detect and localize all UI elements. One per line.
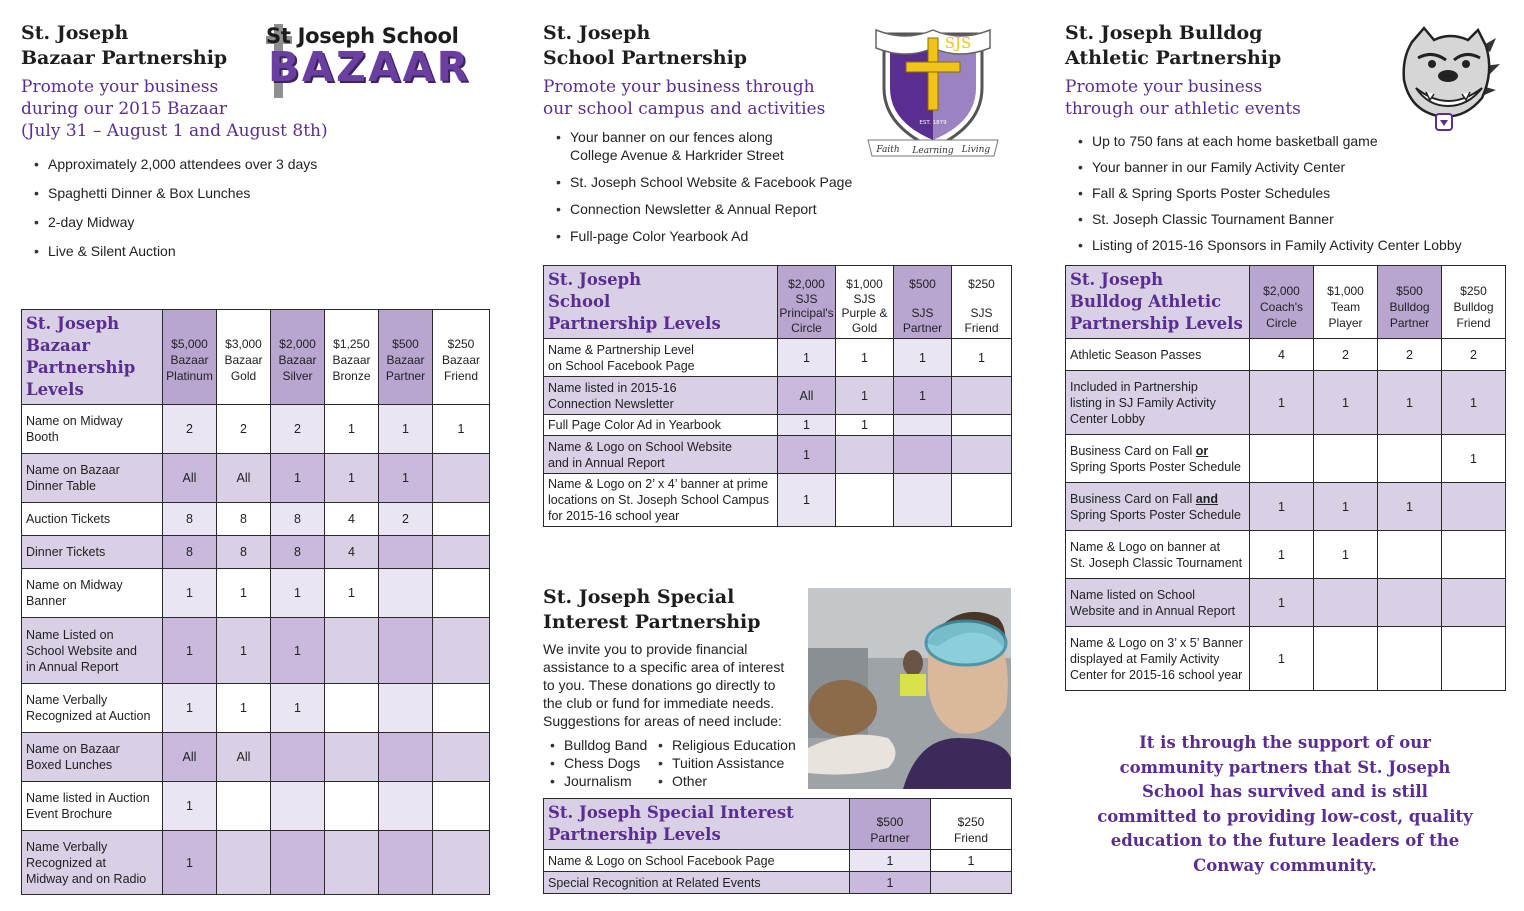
table-cell: 1 [778, 474, 836, 527]
table-cell [1314, 435, 1378, 483]
row-label: Name & Logo on 3’ x 5’ Banner displayed at Family Activity Center for 2015-16 school year [1066, 627, 1250, 691]
level-header-bulldog-partner: $500 Bulldog Partner [1378, 266, 1442, 339]
table-row [544, 872, 1012, 894]
table-cell: 1 [836, 377, 894, 415]
table-cell [433, 782, 490, 831]
table-title: St. Joseph Special Interest Partnership Levels [544, 799, 850, 850]
bazaar-title: St. Joseph Bazaar Partnership [21, 22, 228, 69]
bazaar-levels-table [21, 309, 490, 895]
bazaar-bullets [21, 150, 441, 266]
table-row [544, 339, 1012, 377]
table-row [22, 782, 490, 831]
table-cell: 1 [163, 782, 217, 831]
list-item: • Other [645, 772, 805, 790]
table-cell [836, 474, 894, 527]
emphasis-word: or [1195, 443, 1209, 458]
table-cell [952, 474, 1012, 527]
table-cell: 1 [778, 339, 836, 377]
table-cell: 1 [271, 569, 325, 618]
row-label: Name on Midway Banner [22, 569, 163, 618]
table-cell: 1 [1378, 371, 1442, 435]
bazaar-logo [266, 22, 478, 100]
row-label: Name on Bazaar Dinner Table [22, 454, 163, 503]
row-label: Name on Midway Booth [22, 405, 163, 454]
table-cell: 1 [1314, 531, 1378, 579]
table-cell: 8 [271, 536, 325, 569]
table-row [544, 850, 1012, 872]
bullet-item: • Your banner on our fences along College Avenue & Harkrider Street [543, 128, 873, 164]
table-row [22, 733, 490, 782]
table-cell: 1 [836, 415, 894, 436]
table-cell [271, 831, 325, 895]
table-cell: 1 [1250, 483, 1314, 531]
row-label: Business Card on Fall or Spring Sports Poster Schedule [1066, 435, 1250, 483]
athletic-subtitle: Promote your business through our athletic events [1065, 77, 1301, 119]
level-header-bronze: $1,250 Bazaar Bronze [325, 310, 379, 405]
bullet-item: • Fall & Spring Sports Poster Schedules [1065, 180, 1505, 206]
table-cell [952, 436, 1012, 474]
table-row [1066, 339, 1506, 371]
mascot-eye-right [1462, 60, 1470, 68]
row-label: Name on Bazaar Boxed Lunches [22, 733, 163, 782]
crest-motto-living: Living [961, 145, 991, 155]
crest-initials: SJS [944, 34, 972, 52]
level-header-friend: $250 Bazaar Friend [433, 310, 490, 405]
table-cell: 1 [1442, 435, 1506, 483]
table-row [544, 436, 1012, 474]
table-cell [1442, 531, 1506, 579]
table-row [22, 536, 490, 569]
table-header-row [544, 266, 1012, 339]
table-cell [325, 733, 379, 782]
table-cell: 1 [1378, 483, 1442, 531]
table-cell [379, 618, 433, 684]
table-cell [1378, 531, 1442, 579]
bullet-item: • Your banner in our Family Activity Center [1065, 154, 1505, 180]
table-cell: 1 [1250, 371, 1314, 435]
table-cell: 1 [850, 872, 931, 894]
table-title: St. Joseph Bulldog Athletic Partnership Levels [1066, 266, 1250, 339]
table-cell: All [217, 454, 271, 503]
table-row [1066, 531, 1506, 579]
table-row [1066, 435, 1506, 483]
table-cell [1442, 627, 1506, 691]
row-label: Name & Logo on School Facebook Page [544, 850, 850, 872]
bullet-item: • Up to 750 fans at each home basketball game [1065, 128, 1505, 154]
table-cell: 1 [894, 339, 952, 377]
table-cell [325, 618, 379, 684]
row-label: Special Recognition at Related Events [544, 872, 850, 894]
table-cell [217, 782, 271, 831]
row-label: Name & Logo on School Website and in Annual Report [544, 436, 778, 474]
school-levels-table [543, 265, 1012, 527]
table-cell: 2 [1378, 339, 1442, 371]
row-label: Name Verbally Recognized at Midway and on Radio [22, 831, 163, 895]
table-cell [1378, 579, 1442, 627]
table-cell [1314, 627, 1378, 691]
table-cell [379, 569, 433, 618]
table-row [544, 474, 1012, 527]
table-cell: 1 [163, 684, 217, 733]
table-cell: 1 [163, 618, 217, 684]
table-cell: All [163, 454, 217, 503]
special-interest-list-1 [537, 736, 657, 790]
table-cell [1378, 627, 1442, 691]
table-cell: 8 [217, 503, 271, 536]
table-cell: 1 [952, 339, 1012, 377]
level-header-partner: $500 Partner [850, 799, 931, 850]
table-cell: 1 [325, 569, 379, 618]
table-cell: 2 [1314, 339, 1378, 371]
row-label: Name & Logo on 2’ x 4’ banner at prime locations on St. Joseph School Campus for 2015-16 school year [544, 474, 778, 527]
level-header-coachs-circle: $2,000 Coach's Circle [1250, 266, 1314, 339]
table-cell: 1 [163, 569, 217, 618]
table-cell: 1 [271, 684, 325, 733]
table-cell [379, 733, 433, 782]
table-header-row [22, 310, 490, 405]
row-label: Full Page Color Ad in Yearbook [544, 415, 778, 436]
table-cell [952, 415, 1012, 436]
table-cell: 1 [850, 850, 931, 872]
bullet-item: • Live & Silent Auction [21, 237, 441, 266]
table-row [1066, 579, 1506, 627]
athletic-title: St. Joseph Bulldog Athletic Partnership [1065, 22, 1282, 69]
row-label: Business Card on Fall and Spring Sports Poster Schedule [1066, 483, 1250, 531]
table-cell: 1 [1250, 531, 1314, 579]
table-row [544, 415, 1012, 436]
level-header-partner: $500 Bazaar Partner [379, 310, 433, 405]
table-cell: 1 [325, 405, 379, 454]
table-cell: All [778, 377, 836, 415]
logo-top-text: St Joseph School [266, 24, 459, 48]
special-paragraph: We invite you to provide financial assistance to a specific area of interest to you. These donations go directly to the club or fund for immediate needs. Suggestions for areas of need include: [543, 641, 785, 729]
table-cell: 1 [1314, 483, 1378, 531]
table-cell [325, 831, 379, 895]
table-cell: All [163, 733, 217, 782]
table-cell: 2 [379, 503, 433, 536]
table-cell [433, 536, 490, 569]
row-label: Dinner Tickets [22, 536, 163, 569]
list-item: • Chess Dogs [537, 754, 657, 772]
table-cell [271, 782, 325, 831]
table-cell: 1 [217, 618, 271, 684]
logo-bazaar-text: BAZAAR [268, 43, 471, 91]
level-header-sjs-partner: $500 SJS Partner [894, 266, 952, 339]
table-cell: 2 [163, 405, 217, 454]
bazaar-subtitle: Promote your business during our 2015 Bazaar (July 31 – August 1 and August 8th) [21, 77, 328, 141]
level-header-silver: $2,000 Bazaar Silver [271, 310, 325, 405]
table-row [22, 618, 490, 684]
table-cell: 8 [163, 536, 217, 569]
table-title: St. Joseph School Partnership Levels [544, 266, 778, 339]
table-cell: 1 [163, 831, 217, 895]
table-cell: 2 [1442, 339, 1506, 371]
school-bullets [543, 128, 873, 245]
school-title: St. Joseph School Partnership [543, 22, 748, 69]
athletic-bullets [1065, 128, 1505, 258]
bullet-item: • Connection Newsletter & Annual Report [543, 200, 873, 218]
table-cell [379, 684, 433, 733]
level-header-principals-circle: $2,000 SJS Principal's Circle [778, 266, 836, 339]
table-cell: 4 [1250, 339, 1314, 371]
bullet-item: • 2-day Midway [21, 208, 441, 237]
table-header-row [544, 799, 1012, 850]
table-cell: 1 [931, 850, 1012, 872]
mascot-nose [1438, 70, 1458, 82]
table-cell [1314, 579, 1378, 627]
table-cell: 8 [163, 503, 217, 536]
table-row [544, 377, 1012, 415]
table-cell [1378, 435, 1442, 483]
row-label: Name & Logo on banner at St. Joseph Classic Tournament [1066, 531, 1250, 579]
table-row [1066, 483, 1506, 531]
crest-established: EST. 1879 [919, 120, 947, 126]
list-item: • Tuition Assistance [645, 754, 805, 772]
bullet-item: • St. Joseph Classic Tournament Banner [1065, 206, 1505, 232]
table-row [22, 454, 490, 503]
table-cell: 1 [1250, 627, 1314, 691]
special-interest-list-2 [645, 736, 805, 790]
table-cell [325, 684, 379, 733]
table-row [22, 831, 490, 895]
table-cell: 1 [894, 377, 952, 415]
bulldog-mascot-logo [1398, 24, 1502, 132]
table-cell: 2 [271, 405, 325, 454]
table-cell: 2 [217, 405, 271, 454]
bullet-item: • Approximately 2,000 attendees over 3 days [21, 150, 441, 179]
table-cell: 1 [325, 454, 379, 503]
row-label: Name listed in 2015-16 Connection Newsletter [544, 377, 778, 415]
table-cell [217, 831, 271, 895]
list-item: • Journalism [537, 772, 657, 790]
table-cell [894, 436, 952, 474]
photo-background-person [903, 650, 923, 676]
table-cell [1250, 435, 1314, 483]
table-cell: 1 [271, 454, 325, 503]
table-cell [931, 872, 1012, 894]
student-photo [808, 588, 1011, 789]
table-cell [433, 733, 490, 782]
school-subtitle: Promote your business through our school campus and activities [543, 77, 826, 119]
table-cell [433, 503, 490, 536]
table-cell: 1 [217, 569, 271, 618]
row-label: Auction Tickets [22, 503, 163, 536]
list-item: • Bulldog Band [537, 736, 657, 754]
table-cell [836, 436, 894, 474]
photo-goggles [926, 621, 1006, 665]
table-cell: 8 [217, 536, 271, 569]
row-label: Included in Partnership listing in SJ Family Activity Center Lobby [1066, 371, 1250, 435]
table-cell: 4 [325, 503, 379, 536]
crest-cross-horizontal [906, 62, 960, 72]
photo-background-shirt [900, 674, 926, 696]
table-row [22, 503, 490, 536]
special-title: St. Joseph Special Interest Partnership [543, 586, 761, 633]
table-cell: All [217, 733, 271, 782]
table-cell [433, 569, 490, 618]
table-row [1066, 371, 1506, 435]
table-cell: 1 [217, 684, 271, 733]
table-row [22, 405, 490, 454]
table-cell [325, 782, 379, 831]
table-cell: 1 [433, 405, 490, 454]
row-label: Name listed on School Website and in Annual Report [1066, 579, 1250, 627]
row-label: Name & Partnership Level on School Facebook Page [544, 339, 778, 377]
table-cell [433, 684, 490, 733]
table-cell: 4 [325, 536, 379, 569]
list-item: • Religious Education [645, 736, 805, 754]
level-header-friend: $250 Friend [931, 799, 1012, 850]
table-cell [1442, 483, 1506, 531]
table-cell: 1 [379, 405, 433, 454]
table-cell [1442, 579, 1506, 627]
photo-specimen [809, 680, 877, 736]
table-cell: 1 [1314, 371, 1378, 435]
school-crest-logo [866, 22, 1000, 158]
table-cell [894, 415, 952, 436]
row-label: Athletic Season Passes [1066, 339, 1250, 371]
table-cell: 1 [836, 339, 894, 377]
table-row [22, 569, 490, 618]
bullet-item: • Full-page Color Yearbook Ad [543, 227, 873, 245]
table-cell: 1 [1442, 371, 1506, 435]
row-label: Name listed in Auction Event Brochure [22, 782, 163, 831]
table-header-row [1066, 266, 1506, 339]
level-header-team-player: $1,000 Team Player [1314, 266, 1378, 339]
table-cell [379, 536, 433, 569]
crest-motto-learning: Learning [912, 146, 954, 156]
level-header-bulldog-friend: $250 Bulldog Friend [1442, 266, 1506, 339]
table-row [22, 684, 490, 733]
table-cell: 8 [271, 503, 325, 536]
bullet-item: • Spaghetti Dinner & Box Lunches [21, 179, 441, 208]
mascot-eye-left [1428, 60, 1436, 68]
special-levels-table [543, 798, 1012, 894]
table-cell: 1 [778, 415, 836, 436]
crest-motto-faith: Faith [876, 145, 900, 155]
table-cell [433, 454, 490, 503]
table-cell [379, 831, 433, 895]
level-header-sjs-friend: $250 SJS Friend [952, 266, 1012, 339]
level-header-gold: $3,000 Bazaar Gold [217, 310, 271, 405]
table-cell [271, 733, 325, 782]
emphasis-word: and [1195, 491, 1218, 506]
level-header-platinum: $5,000 Bazaar Platinum [163, 310, 217, 405]
bullet-item: • St. Joseph School Website & Facebook Page [543, 173, 873, 191]
table-cell [952, 377, 1012, 415]
table-title: St. Joseph Bazaar Partnership Levels [22, 310, 163, 405]
bullet-item: • Listing of 2015-16 Sponsors in Family Activity Center Lobby [1065, 232, 1505, 258]
table-cell: 1 [379, 454, 433, 503]
table-cell [433, 831, 490, 895]
row-label: Name Verbally Recognized at Auction [22, 684, 163, 733]
table-cell [433, 618, 490, 684]
table-cell: 1 [778, 436, 836, 474]
table-cell [379, 782, 433, 831]
closing-statement: It is through the support of our community partners that St. Joseph School has survived and is still committed to providing low-cost, quality education to the future leaders of the Conway community. [1097, 733, 1473, 875]
table-cell [894, 474, 952, 527]
table-row [1066, 627, 1506, 691]
row-label: Name Listed on School Website and in Annual Report [22, 618, 163, 684]
athletic-levels-table [1065, 265, 1506, 691]
crest-cross-vertical [928, 38, 938, 110]
level-header-purple-gold: $1,000 SJS Purple & Gold [836, 266, 894, 339]
table-cell: 1 [1250, 579, 1314, 627]
table-cell: 1 [271, 618, 325, 684]
